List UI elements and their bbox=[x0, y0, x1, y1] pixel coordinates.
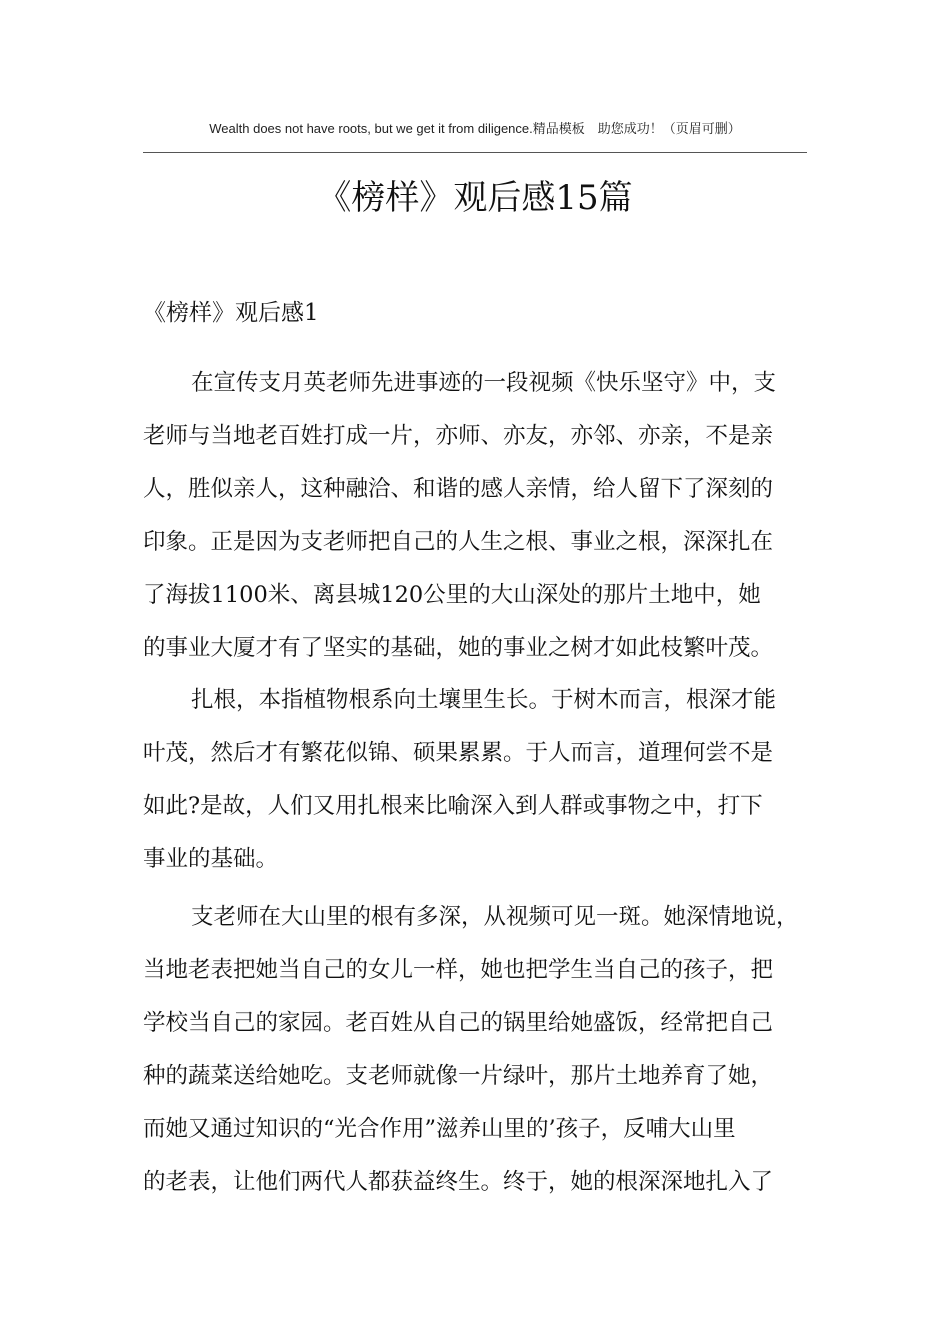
paragraph-1 bbox=[143, 357, 807, 675]
paragraph-line: 的老表，让他们两代人都获益终生。终于，她的根深深地扎入了 bbox=[143, 1169, 774, 1195]
paragraph-line: 如此?是故，人们又用扎根来比喻深入到人群或事物之中，打下 bbox=[143, 793, 763, 819]
paragraph-line: 当地老表把她当自己的女儿一样，她也把学生当自己的孩子，把 bbox=[143, 957, 774, 983]
paragraph-line: 了海拔1100米、离县城120公里的大山深处的那片土地中，她 bbox=[143, 582, 761, 608]
paragraph-line: 印象。正是因为支老师把自己的人生之根、事业之根，深深扎在 bbox=[143, 529, 774, 555]
paragraph-line: 学校当自己的家园。老百姓从自己的锅里给她盛饭，经常把自己 bbox=[143, 1010, 774, 1036]
header-divider bbox=[143, 152, 807, 153]
paragraph-line: 事业的基础。 bbox=[143, 846, 279, 872]
paragraph-line: 种的蔬菜送给她吃。支老师就像一片绿叶，那片土地养育了她， bbox=[143, 1063, 774, 1089]
paragraph-line: 支老师在大山里的根有多深，从视频可见一斑。她深情地说， bbox=[191, 904, 799, 930]
paragraph-line: 扎根，本指植物根系向土壤里生长。于树木而言，根深才能 bbox=[191, 687, 777, 713]
paragraph-line: 叶茂，然后才有繁花似锦、硕果累累。于人而言，道理何尝不是 bbox=[143, 740, 774, 766]
page-header: Wealth does not have roots, but we get it from diligence.精品模板 助您成功！（页眉可删） bbox=[209, 121, 741, 136]
document-title: 《榜样》观后感15篇 bbox=[317, 178, 633, 218]
paragraph-line: 的事业大厦才有了坚实的基础，她的事业之树才如此枝繁叶茂。 bbox=[143, 635, 774, 661]
paragraph-line: 老师与当地老百姓打成一片，亦师、亦友，亦邻、亦亲，不是亲 bbox=[143, 423, 774, 449]
paragraph-2 bbox=[143, 674, 807, 886]
section-heading: 《榜样》观后感1 bbox=[143, 300, 319, 326]
paragraph-line: 而她又通过知识的“光合作用”滋养山里的’孩子，反哺大山里 bbox=[143, 1116, 736, 1142]
paragraph-3 bbox=[143, 891, 807, 1209]
paragraph-line: 在宣传支月英老师先进事迹的一段视频《快乐坚守》中，支 bbox=[191, 370, 777, 396]
paragraph-line: 人，胜似亲人，这种融洽、和谐的感人亲情，给人留下了深刻的 bbox=[143, 476, 774, 502]
